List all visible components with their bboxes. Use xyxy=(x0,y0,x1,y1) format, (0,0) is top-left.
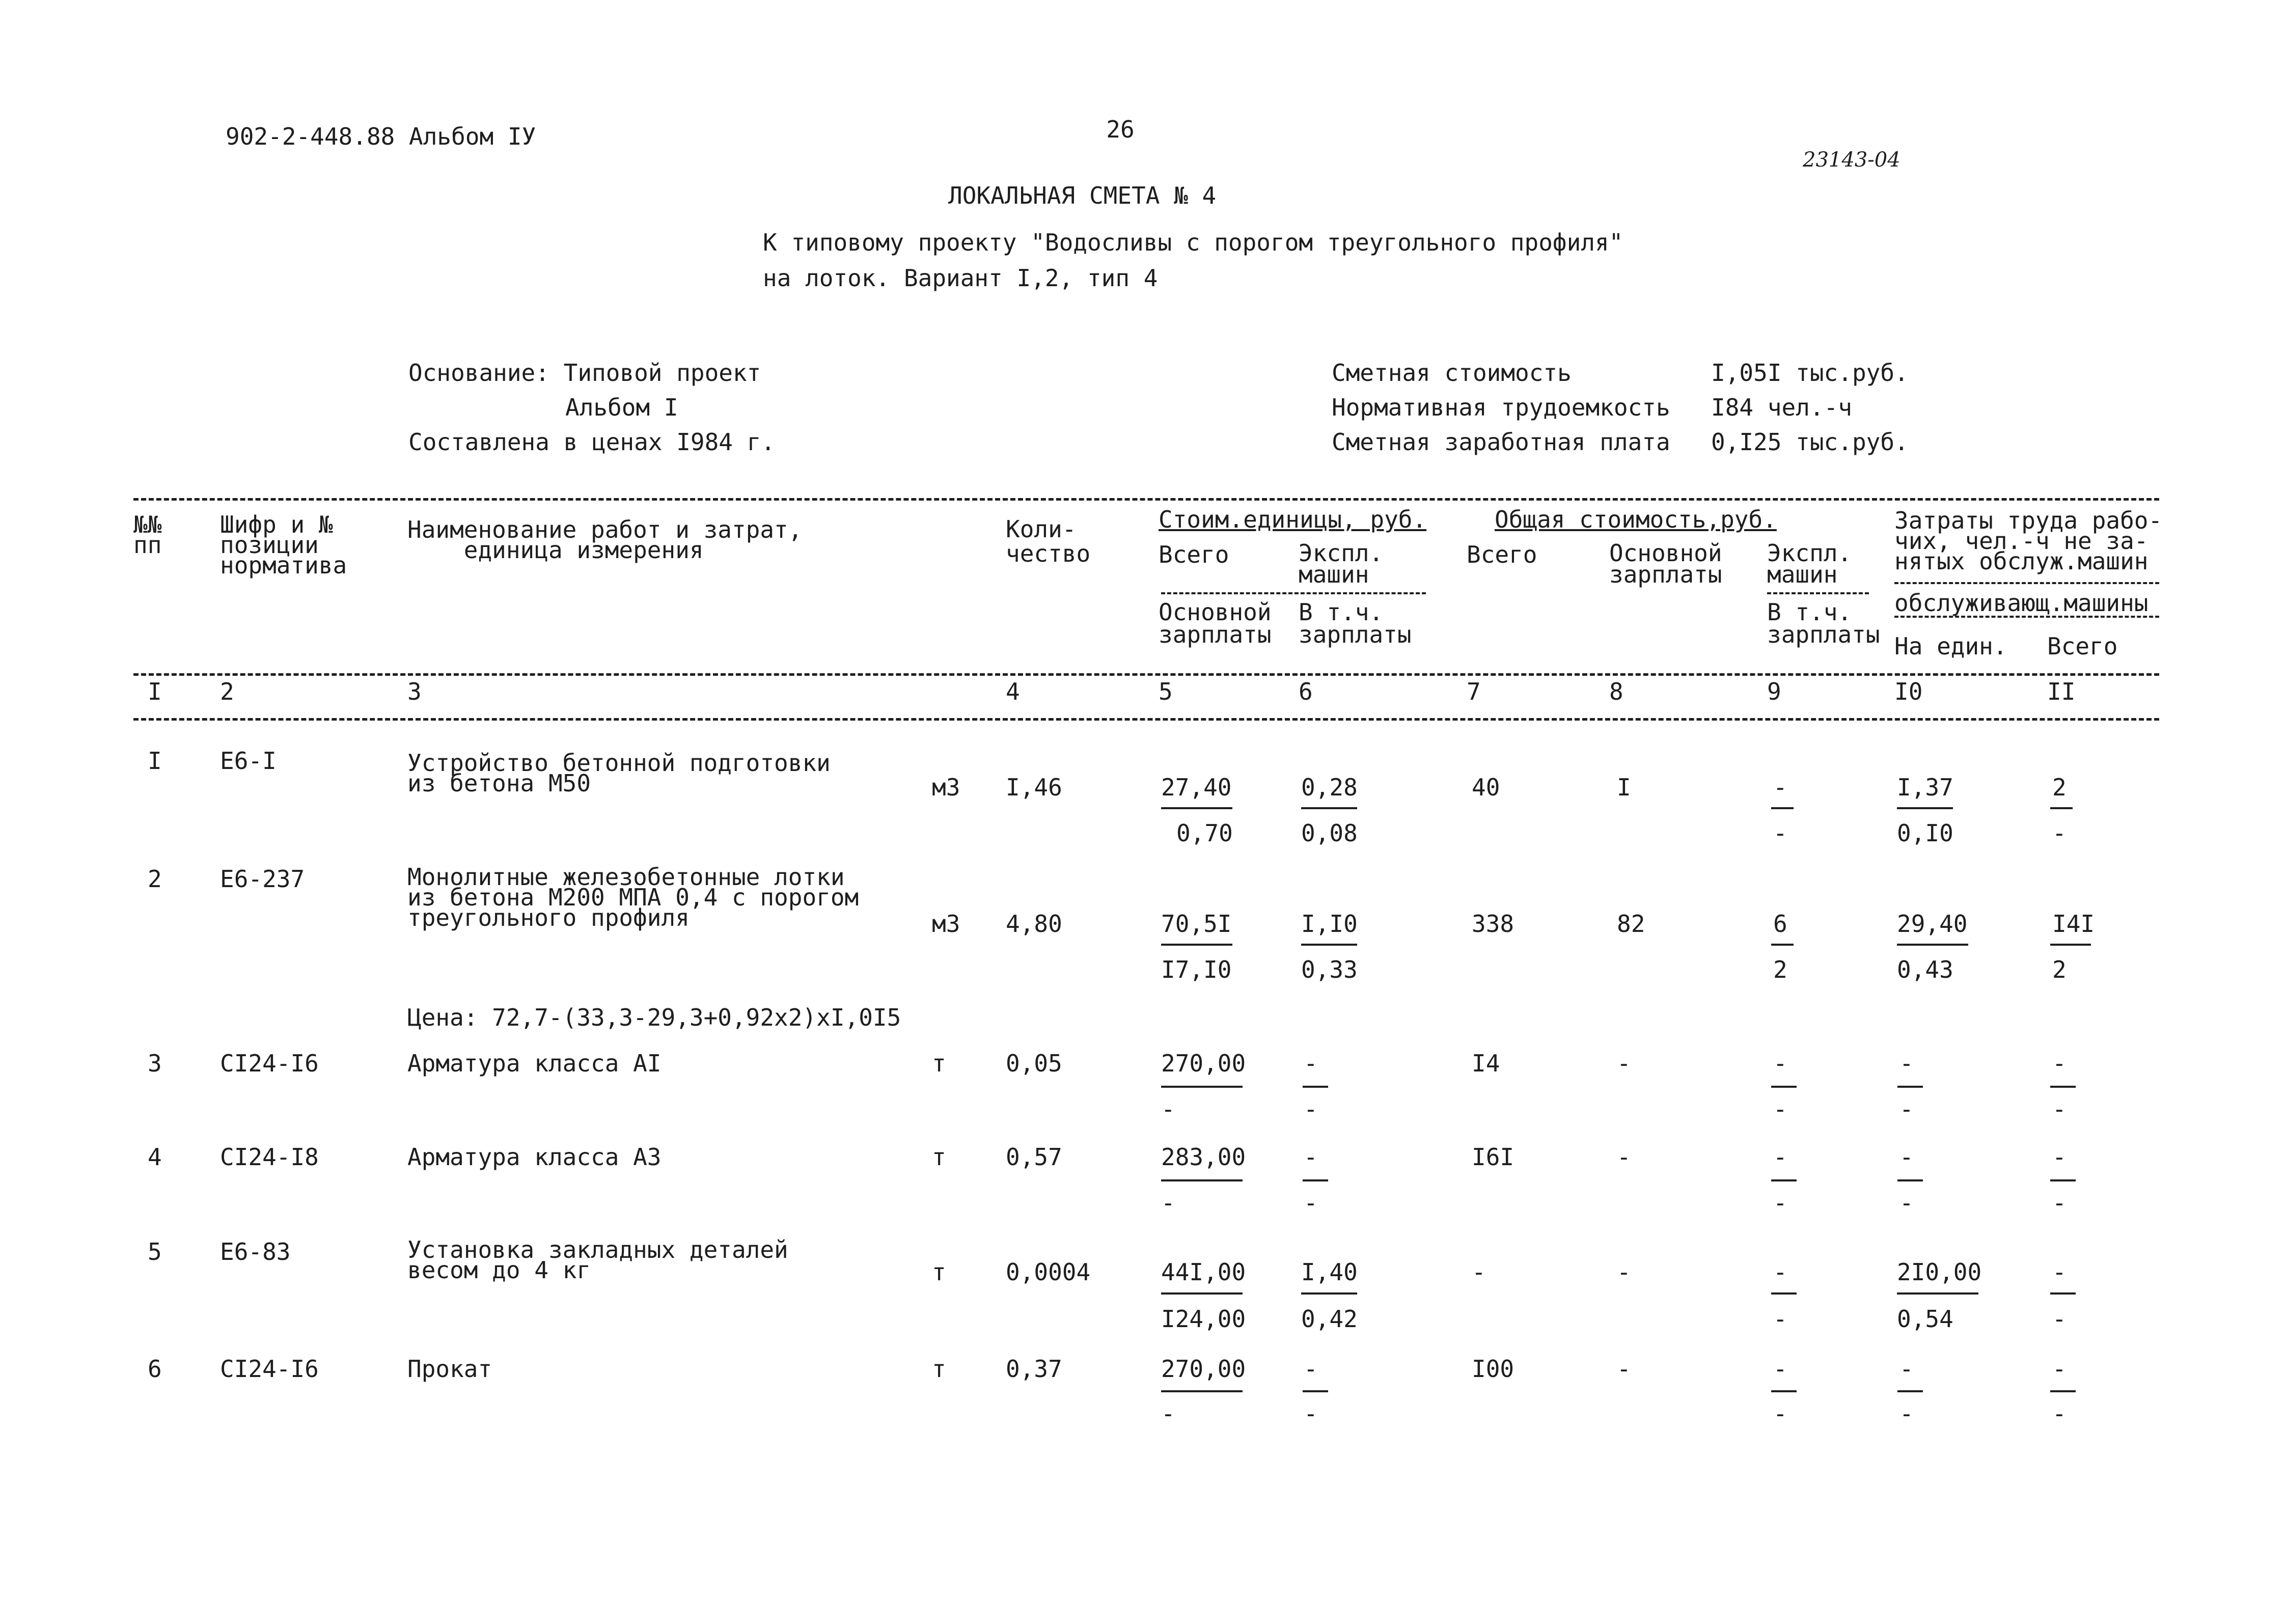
row-3-unit-machine-wages: - xyxy=(1304,1095,1318,1123)
row-2-labor-total: I4I xyxy=(2052,910,2095,938)
row-4-labor-per-unit-rule xyxy=(1897,1179,1923,1181)
col-number-9: 9 xyxy=(1767,678,1781,705)
row-5-total-machines: - xyxy=(1773,1258,1787,1286)
row-3-unit-total-rule xyxy=(1161,1086,1243,1088)
row-5-code: Е6-83 xyxy=(220,1238,291,1265)
row-5-name: Установка закладных деталей весом до 4 кг xyxy=(407,1236,788,1284)
row-2-number: 2 xyxy=(148,865,162,893)
col-header-quantity: Коли- чество xyxy=(1006,515,1091,567)
row-3-total-machines: - xyxy=(1773,1050,1787,1077)
row-5-labor-per-unit-rule xyxy=(1897,1292,1978,1295)
row-6-total-base-wages: - xyxy=(1617,1355,1631,1383)
row-6-unit-total-rule xyxy=(1161,1390,1243,1392)
row-2-labor-per-unit-rule xyxy=(1897,944,1968,946)
basis-line-1: Основание: Типовой проект xyxy=(408,359,761,387)
col-header-number: №№ пп xyxy=(133,511,162,559)
row-6-labor-total: - xyxy=(2052,1355,2067,1383)
col-header-unit-total: Всего xyxy=(1159,541,1229,568)
handwritten-number: 23143-04 xyxy=(1803,148,1901,172)
row-2-total-base-wages: 82 xyxy=(1617,910,1645,938)
row-6-name: Прокат xyxy=(407,1355,492,1383)
group-header-labor: Затраты труда рабо- чих, чел.-ч не за- нятых обслуж.машин xyxy=(1894,507,2163,575)
row-3-labor-total: - xyxy=(2052,1050,2067,1077)
col-number-2: 2 xyxy=(220,678,234,705)
row-1-code: Е6-I xyxy=(220,747,277,775)
row-6-total-machine-wages: - xyxy=(1773,1400,1787,1427)
col-header-code: Шифр и № позиции норматива xyxy=(220,511,347,579)
row-6-labor-per-unit: - xyxy=(1899,1355,1914,1383)
row-2-total-machines: 6 xyxy=(1773,910,1787,938)
row-3-quantity: 0,05 xyxy=(1006,1050,1062,1077)
group-header-labor-machines: обслуживающ.машины xyxy=(1894,589,2149,617)
row-5-number: 5 xyxy=(148,1238,162,1265)
row-2-labor-per-unit-bottom: 0,43 xyxy=(1897,956,1953,983)
row-4-total-base-wages: - xyxy=(1617,1143,1631,1171)
row-3-unit-machines: - xyxy=(1304,1050,1318,1077)
row-1-unit-machines: 0,28 xyxy=(1301,774,1358,801)
row-3-unit-machines-rule xyxy=(1303,1086,1328,1088)
col-header-total-base-wages: Основной зарплаты xyxy=(1609,539,1722,588)
summary-value-cost: I,05I тыс.руб. xyxy=(1711,359,1909,387)
header-bottom-rule xyxy=(133,673,2159,676)
row-1-unit-machines-rule xyxy=(1301,807,1357,809)
row-6-labor-per-unit-bottom: - xyxy=(1899,1400,1914,1427)
row-1-labor-per-unit: I,37 xyxy=(1897,774,1953,801)
row-4-unit-machines-rule xyxy=(1303,1179,1328,1181)
labor-sub-rule xyxy=(1894,582,2159,584)
row-6-labor-total-rule xyxy=(2050,1390,2076,1392)
row-2-total: 338 xyxy=(1472,910,1514,938)
row-3-code: СI24-I6 xyxy=(220,1050,319,1077)
row-6-unit-machines: - xyxy=(1304,1355,1318,1383)
row-1-labor-total: 2 xyxy=(2052,774,2067,801)
row-6-labor-total-bottom: - xyxy=(2052,1400,2067,1427)
row-5-labor-per-unit-bottom: 0,54 xyxy=(1897,1305,1953,1333)
row-4-unit-machines: - xyxy=(1304,1143,1318,1171)
basis-line-3: Составлена в ценах I984 г. xyxy=(408,428,776,456)
subtitle-line-1: К типовому проекту "Водосливы с порогом треугольного профиля" xyxy=(763,229,1623,256)
row-3-total-base-wages: - xyxy=(1617,1050,1631,1077)
row-5-quantity: 0,0004 xyxy=(1006,1258,1091,1286)
row-4-labor-per-unit: - xyxy=(1899,1143,1914,1171)
row-2-unit-machines: I,I0 xyxy=(1301,910,1358,938)
row-3-total: I4 xyxy=(1472,1050,1500,1077)
row-3-unit: т xyxy=(932,1050,946,1077)
col-number-6: 6 xyxy=(1299,678,1313,705)
col-header-unit-machines: Экспл. машин xyxy=(1299,539,1384,588)
col-header-unit-machine-wages: В т.ч. зарплаты xyxy=(1299,598,1412,648)
row-6-labor-per-unit-rule xyxy=(1897,1390,1923,1392)
col-header-name: Наименование работ и затрат, единица измерения xyxy=(407,516,803,564)
summary-value-wages: 0,I25 тыс.руб. xyxy=(1711,428,1909,456)
col-header-unit-base-wages: Основной зарплаты xyxy=(1159,598,1272,648)
row-2-total-machines-rule xyxy=(1771,944,1794,946)
row-5-labor-per-unit: 2I0,00 xyxy=(1897,1258,1982,1286)
row-2-unit-machines-rule xyxy=(1301,944,1357,946)
row-5-labor-total-rule xyxy=(2050,1292,2076,1295)
row-2-labor-per-unit: 29,40 xyxy=(1897,910,1968,938)
basis-line-2: Альбом I xyxy=(565,394,678,421)
row-3-labor-per-unit-bottom: - xyxy=(1899,1095,1914,1123)
row-2-unit: м3 xyxy=(932,910,960,938)
row-5-total-machines-rule xyxy=(1771,1292,1797,1295)
row-6-number: 6 xyxy=(148,1355,162,1383)
row-3-number: 3 xyxy=(148,1050,162,1077)
table-top-rule xyxy=(133,498,2159,501)
col-number-1: I xyxy=(148,678,162,705)
row-1-labor-per-unit-rule xyxy=(1897,807,1953,809)
row-2-unit-total-rule xyxy=(1161,944,1232,946)
row-1-unit-machine-wages: 0,08 xyxy=(1301,819,1358,847)
row-1-unit-base-wages: 0,70 xyxy=(1176,819,1233,847)
row-4-number: 4 xyxy=(148,1143,162,1171)
row-4-total: I6I xyxy=(1472,1143,1514,1171)
row-5-unit-total: 44I,00 xyxy=(1161,1258,1246,1286)
column-numbers-rule xyxy=(133,718,2159,721)
page-title: ЛОКАЛЬНАЯ СМЕТА № 4 xyxy=(948,182,1217,209)
row-2-code: Е6-237 xyxy=(220,865,305,893)
row-5-unit-base-wages: I24,00 xyxy=(1161,1305,1246,1333)
row-1-unit-total: 27,40 xyxy=(1161,774,1232,801)
row-2-price-formula: Цена: 72,7-(33,3-29,3+0,92х2)хI,0I5 xyxy=(407,1004,901,1031)
row-4-unit-total-rule xyxy=(1161,1179,1243,1181)
col-header-labor-total: Всего xyxy=(2047,632,2118,660)
col-number-10: I0 xyxy=(1894,678,1923,705)
row-6-unit-machine-wages: - xyxy=(1304,1400,1318,1427)
row-3-total-machine-wages: - xyxy=(1773,1095,1787,1123)
row-6-quantity: 0,37 xyxy=(1006,1355,1062,1383)
col-header-total-machines: Экспл. машин xyxy=(1767,539,1852,588)
row-3-labor-per-unit-rule xyxy=(1897,1086,1923,1088)
row-3-unit-base-wages: - xyxy=(1161,1095,1175,1123)
row-5-total: - xyxy=(1472,1258,1486,1286)
row-4-total-machines-rule xyxy=(1771,1179,1797,1181)
row-3-unit-total: 270,00 xyxy=(1161,1050,1246,1077)
row-4-unit-machine-wages: - xyxy=(1304,1189,1318,1217)
col-number-11: II xyxy=(2047,678,2076,705)
summary-label-labor: Нормативная трудоемкость xyxy=(1332,394,1670,421)
row-5-total-base-wages: - xyxy=(1617,1258,1631,1286)
row-2-total-machine-wages: 2 xyxy=(1773,956,1787,983)
row-5-unit: т xyxy=(932,1258,946,1286)
row-4-code: СI24-I8 xyxy=(220,1143,319,1171)
row-5-unit-machines-rule xyxy=(1301,1292,1357,1295)
row-6-unit-machines-rule xyxy=(1303,1390,1328,1392)
row-1-name: Устройство бетонной подготовки из бетона М50 xyxy=(407,749,831,797)
row-6-total-machines-rule xyxy=(1771,1390,1797,1392)
col-number-4: 4 xyxy=(1006,678,1020,705)
row-2-labor-total-rule xyxy=(2050,944,2091,946)
col-header-total: Всего xyxy=(1467,541,1537,568)
row-1-quantity: I,46 xyxy=(1006,774,1062,801)
total-sub-rule xyxy=(1767,592,1869,594)
group-header-unit-cost: Стоим.единицы, руб. xyxy=(1159,506,1427,533)
row-6-total: I00 xyxy=(1472,1355,1514,1383)
row-1-total-base-wages: I xyxy=(1617,774,1631,801)
row-5-labor-total-bottom: - xyxy=(2052,1305,2067,1333)
row-1-labor-per-unit-bottom: 0,I0 xyxy=(1897,819,1953,847)
row-2-labor-total-bottom: 2 xyxy=(2052,956,2067,983)
row-4-labor-total-bottom: - xyxy=(2052,1189,2067,1217)
row-1-total-machines: - xyxy=(1773,774,1787,801)
row-4-quantity: 0,57 xyxy=(1006,1143,1062,1171)
row-2-quantity: 4,80 xyxy=(1006,910,1062,938)
row-2-unit-base-wages: I7,I0 xyxy=(1161,956,1232,983)
row-6-total-machines: - xyxy=(1773,1355,1787,1383)
row-6-code: СI24-I6 xyxy=(220,1355,319,1383)
col-header-labor-per-unit: На един. xyxy=(1894,632,2007,660)
row-4-total-machines: - xyxy=(1773,1143,1787,1171)
page-number: 26 xyxy=(1106,116,1135,143)
summary-label-wages: Сметная заработная плата xyxy=(1332,428,1670,456)
col-number-5: 5 xyxy=(1159,678,1173,705)
row-3-total-machines-rule xyxy=(1771,1086,1797,1088)
row-3-name: Арматура класса АI xyxy=(407,1050,662,1077)
row-5-unit-machine-wages: 0,42 xyxy=(1301,1305,1358,1333)
subtitle-line-2: на лоток. Вариант I,2, тип 4 xyxy=(763,264,1158,292)
group-header-total-cost: Общая стоимость,руб. xyxy=(1495,506,1777,533)
row-4-labor-total: - xyxy=(2052,1143,2067,1171)
row-1-unit-total-rule xyxy=(1161,807,1232,809)
row-1-labor-total-rule xyxy=(2050,807,2073,809)
row-6-unit: т xyxy=(932,1355,946,1383)
row-1-number: I xyxy=(148,747,162,775)
summary-label-cost: Сметная стоимость xyxy=(1332,359,1572,387)
row-3-labor-total-rule xyxy=(2050,1086,2076,1088)
row-2-unit-machine-wages: 0,33 xyxy=(1301,956,1358,983)
row-4-unit: т xyxy=(932,1143,946,1171)
summary-value-labor: I84 чел.-ч xyxy=(1711,394,1852,421)
row-4-unit-base-wages: - xyxy=(1161,1189,1175,1217)
col-number-7: 7 xyxy=(1467,678,1481,705)
row-4-total-machine-wages: - xyxy=(1773,1189,1787,1217)
row-4-labor-total-rule xyxy=(2050,1179,2076,1181)
row-5-labor-total: - xyxy=(2052,1258,2067,1286)
row-1-total-machines-rule xyxy=(1771,807,1794,809)
row-1-labor-total-bottom: - xyxy=(2052,819,2067,847)
row-3-labor-per-unit: - xyxy=(1899,1050,1914,1077)
document-code: 902-2-448.88 Альбом IУ xyxy=(226,123,536,150)
row-6-unit-base-wages: - xyxy=(1161,1400,1175,1427)
row-5-unit-total-rule xyxy=(1161,1292,1243,1295)
row-5-unit-machines: I,40 xyxy=(1301,1258,1358,1286)
row-4-labor-per-unit-bottom: - xyxy=(1899,1189,1914,1217)
col-number-3: 3 xyxy=(407,678,422,705)
row-5-total-machine-wages: - xyxy=(1773,1305,1787,1333)
unit-price-sub-rule xyxy=(1161,592,1426,594)
row-6-unit-total: 270,00 xyxy=(1161,1355,1246,1383)
row-1-unit: м3 xyxy=(932,774,960,801)
row-3-labor-total-bottom: - xyxy=(2052,1095,2067,1123)
row-2-name: Монолитные железобетонные лотки из бетона М200 МПА 0,4 с порогом треугольного профиля xyxy=(407,863,859,931)
row-1-total: 40 xyxy=(1472,774,1500,801)
row-4-name: Арматура класса А3 xyxy=(407,1143,662,1171)
row-1-total-machine-wages: - xyxy=(1773,819,1787,847)
col-header-total-machine-wages: В т.ч. зарплаты xyxy=(1767,598,1880,648)
col-number-8: 8 xyxy=(1609,678,1623,705)
row-4-unit-total: 283,00 xyxy=(1161,1143,1246,1171)
row-2-unit-total: 70,5I xyxy=(1161,910,1232,938)
